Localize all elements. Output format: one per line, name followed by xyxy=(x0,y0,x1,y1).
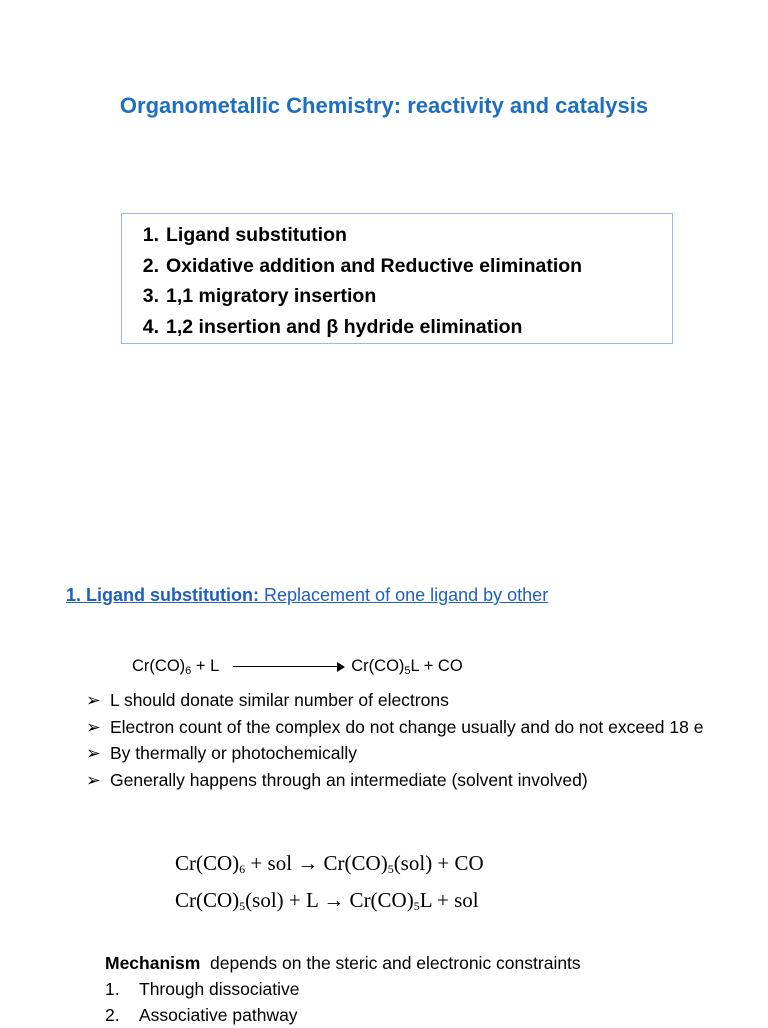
arrow-bullet-icon: ➢ xyxy=(86,690,101,710)
bullet-text: By thermally or photochemically xyxy=(110,743,358,763)
mechanism-section xyxy=(105,950,581,1028)
topic-text: Ligand substitution xyxy=(166,224,347,246)
arrow-bullet-icon: ➢ xyxy=(86,743,101,763)
topic-item xyxy=(122,220,672,251)
topic-item xyxy=(122,251,672,282)
bullet-item xyxy=(86,714,726,741)
topic-text: 1,2 insertion and β hydride elimination xyxy=(166,315,523,338)
bullet-text: L should donate similar number of electrons xyxy=(110,690,449,710)
topic-item xyxy=(122,312,672,343)
bullet-item xyxy=(86,767,726,794)
topic-item xyxy=(122,281,672,312)
topics-box xyxy=(121,213,673,344)
section-heading-link[interactable] xyxy=(66,582,548,608)
equation-2: $Cr(CO)_5(sol) + L \to Cr(CO)_5L$ + sol xyxy=(175,888,479,913)
section-heading-bold: 1. Ligand substitution: xyxy=(66,585,259,605)
bullet-list xyxy=(86,687,726,793)
topic-number: 2. xyxy=(142,254,159,277)
bullet-text: Electron count of the complex do not change usually and do not exceed 18 e xyxy=(110,716,704,737)
bullet-item xyxy=(86,687,726,714)
arrow-bullet-icon: ➢ xyxy=(86,769,101,790)
topics-list xyxy=(122,214,672,342)
mechanism-item: 2. Associative pathway xyxy=(105,1005,298,1025)
arrow-bullet-icon: ➢ xyxy=(86,716,101,737)
reactant: $Cr(CO)_6 + L$ xyxy=(132,657,220,677)
equation-1: $Cr(CO)_6$ + sol → $Cr(CO)_5(sol)$ + CO xyxy=(175,851,484,876)
topic-number: 3. xyxy=(142,285,159,307)
page-title: Organometallic Chemistry: reactivity and catalysis xyxy=(119,93,649,118)
topic-text: Oxidative addition and Reductive elimination xyxy=(166,254,583,277)
topic-number: 1. xyxy=(142,224,159,246)
bullet-item xyxy=(86,740,726,767)
topic-text: 1,1 migratory insertion xyxy=(166,285,377,307)
product: $Cr(CO)_5L$ + CO xyxy=(351,657,463,677)
equations xyxy=(175,848,484,922)
topic-number: 4. xyxy=(142,315,159,338)
section-heading-rest: Replacement of one ligand by other xyxy=(264,585,549,605)
bullet-text: Generally happens through an intermediate (solvent involved) xyxy=(110,769,588,790)
reaction-arrow-icon xyxy=(233,661,345,673)
reaction-scheme xyxy=(132,655,463,682)
mechanism-heading: Mechanism depends on the steric and electronic constraints xyxy=(105,953,581,973)
mechanism-item: 1. Through dissociative xyxy=(105,979,300,999)
